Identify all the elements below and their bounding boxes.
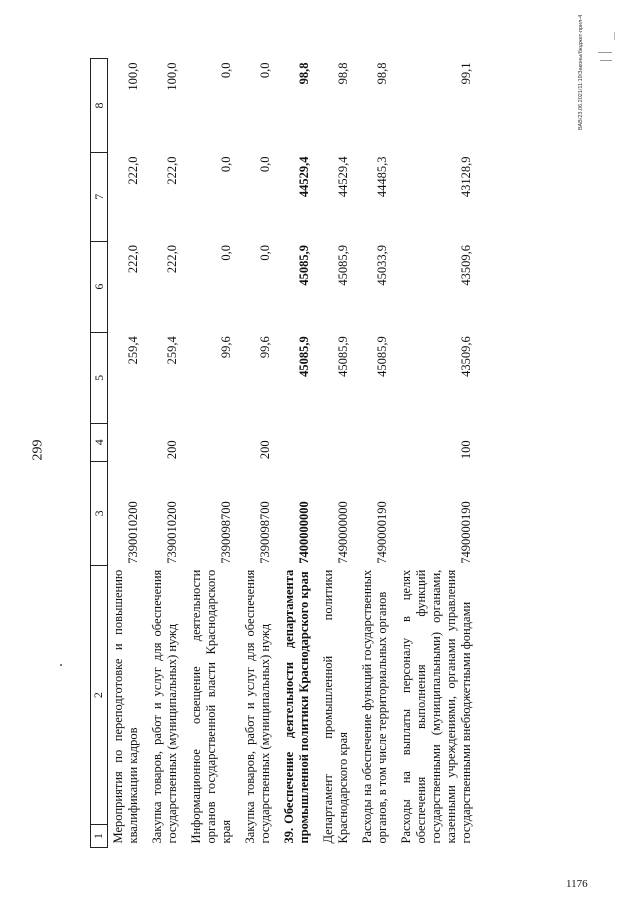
item-name-cell xyxy=(186,566,240,848)
refined-amount: 0,0 xyxy=(219,245,233,261)
execution-percent: 0,0 xyxy=(258,62,272,79)
header-cell xyxy=(91,566,108,848)
execution-percent: 100,0 xyxy=(165,62,179,91)
approved-amount: 259,4 xyxy=(165,336,179,365)
table-row xyxy=(240,59,279,848)
approved-amount: 43509,6 xyxy=(459,336,473,377)
target-article-code: 7390010200 xyxy=(126,501,140,564)
header-cell-col7: 7 xyxy=(91,152,108,241)
item-name: Обеспечение деятельности департамента промышленной политики Краснодарского края xyxy=(282,569,311,844)
expense-type-code: 200 xyxy=(258,440,272,460)
approved-amount: 99,6 xyxy=(258,336,272,359)
refined-amount: 45085,9 xyxy=(297,245,311,286)
approved-amount: 45085,9 xyxy=(375,336,389,377)
header-cell-col4: 4 xyxy=(91,424,108,462)
approved-amount: 45085,9 xyxy=(297,336,311,377)
target-article-code: 7490000000 xyxy=(336,501,350,564)
execution-percent: 0,0 xyxy=(219,62,233,79)
table-row xyxy=(396,59,480,848)
refined-amount: 0,0 xyxy=(258,245,272,261)
target-article-code: 7390098700 xyxy=(219,501,233,564)
header-row xyxy=(91,59,108,848)
header-cell-col3: 3 xyxy=(91,461,108,566)
table-row xyxy=(108,59,148,848)
item-name-cell xyxy=(108,566,148,848)
table-row xyxy=(279,59,318,848)
refined-amount: 43509,6 xyxy=(459,245,473,286)
item-name-cell xyxy=(279,566,318,848)
target-article-code: 7400000000 xyxy=(297,501,311,564)
scan-mark xyxy=(60,664,62,666)
table-row xyxy=(357,59,396,848)
refined-amount: 45033,9 xyxy=(375,245,389,286)
header-cell-col1: 1 xyxy=(91,824,107,847)
approved-amount: 45085,9 xyxy=(336,336,350,377)
executed-amount: 44485,3 xyxy=(375,156,389,198)
scan-mark xyxy=(614,32,615,40)
item-name: Информационное освещение деятельности органов государственной власти Краснодарского края xyxy=(189,569,233,844)
target-article-code: 7490000190 xyxy=(375,501,389,564)
header-cell-col5: 5 xyxy=(91,332,108,423)
expense-type-code xyxy=(318,424,357,462)
execution-percent: 99,1 xyxy=(459,62,473,85)
refined-amount: 222,0 xyxy=(165,245,179,274)
table-row xyxy=(186,59,240,848)
expense-type-code xyxy=(279,424,318,462)
executed-amount: 222,0 xyxy=(126,156,140,185)
execution-percent: 100,0 xyxy=(126,62,140,91)
item-name: Мероприятия по переподготовке и повышению квалификации кадров xyxy=(111,569,140,844)
table-body xyxy=(108,59,481,848)
expense-type-code: 200 xyxy=(165,440,179,460)
folio-number: 1176 xyxy=(566,878,588,890)
target-article-code: 7390098700 xyxy=(258,501,272,564)
approved-amount: 99,6 xyxy=(219,336,233,359)
expense-type-code xyxy=(108,424,148,462)
target-article-code: 7390010200 xyxy=(165,501,179,564)
rotated-page-content xyxy=(90,58,590,848)
table-row xyxy=(147,59,186,848)
expense-type-code xyxy=(357,424,396,462)
page-number: 299 xyxy=(30,439,46,461)
table-row xyxy=(318,59,357,848)
item-name-cell xyxy=(318,566,357,848)
execution-percent: 98,8 xyxy=(336,62,350,85)
table-header xyxy=(91,59,108,848)
execution-percent: 98,8 xyxy=(375,62,389,85)
header-cell-col8: 8 xyxy=(91,59,108,153)
item-name-cell xyxy=(147,566,186,848)
budget-table xyxy=(90,58,480,848)
approved-amount: 259,4 xyxy=(126,336,140,365)
item-name-cell xyxy=(240,566,279,848)
expense-type-code: 100 xyxy=(459,440,473,460)
item-name: Расходы на обеспечение функций государственных органов, в том числе территориальных органов xyxy=(360,569,389,844)
refined-amount: 222,0 xyxy=(126,245,140,274)
scan-mark xyxy=(600,60,612,61)
executed-amount: 0,0 xyxy=(258,156,272,173)
item-name-cell xyxy=(357,566,396,848)
executed-amount: 222,0 xyxy=(165,156,179,185)
item-name: Закупка товаров, работ и услуг для обеспечения государственных (муниципальных) нужд xyxy=(243,569,272,844)
document-code: ВАВ/23.06.2021/11:19/Законы/бюджет-прил-4 xyxy=(578,14,584,130)
executed-amount: 0,0 xyxy=(219,156,233,173)
item-number: 39. xyxy=(282,827,296,844)
item-name: Закупка товаров, работ и услуг для обеспечения государственных (муниципальных) нужд xyxy=(150,569,179,844)
item-name: Расходы на выплаты персоналу в целях обеспечения выполнения функций государственными (муниципальными) органами, казенными учреждениями, органами управления государственными внебюджетными фондами xyxy=(399,569,473,844)
target-article-code: 7490000190 xyxy=(459,501,473,564)
execution-percent: 98,8 xyxy=(297,62,311,85)
executed-amount: 44529,4 xyxy=(336,156,350,198)
item-name: Департамент промышленной политики Краснодарского края xyxy=(321,569,350,844)
executed-amount: 44529,4 xyxy=(297,156,311,198)
header-cell-col2: 2 xyxy=(91,692,105,699)
refined-amount: 45085,9 xyxy=(336,245,350,286)
header-cell-col6: 6 xyxy=(91,241,108,332)
scan-mark xyxy=(598,52,612,53)
executed-amount: 43128,9 xyxy=(459,156,473,198)
item-name-cell xyxy=(396,566,480,848)
expense-type-code xyxy=(186,424,240,462)
